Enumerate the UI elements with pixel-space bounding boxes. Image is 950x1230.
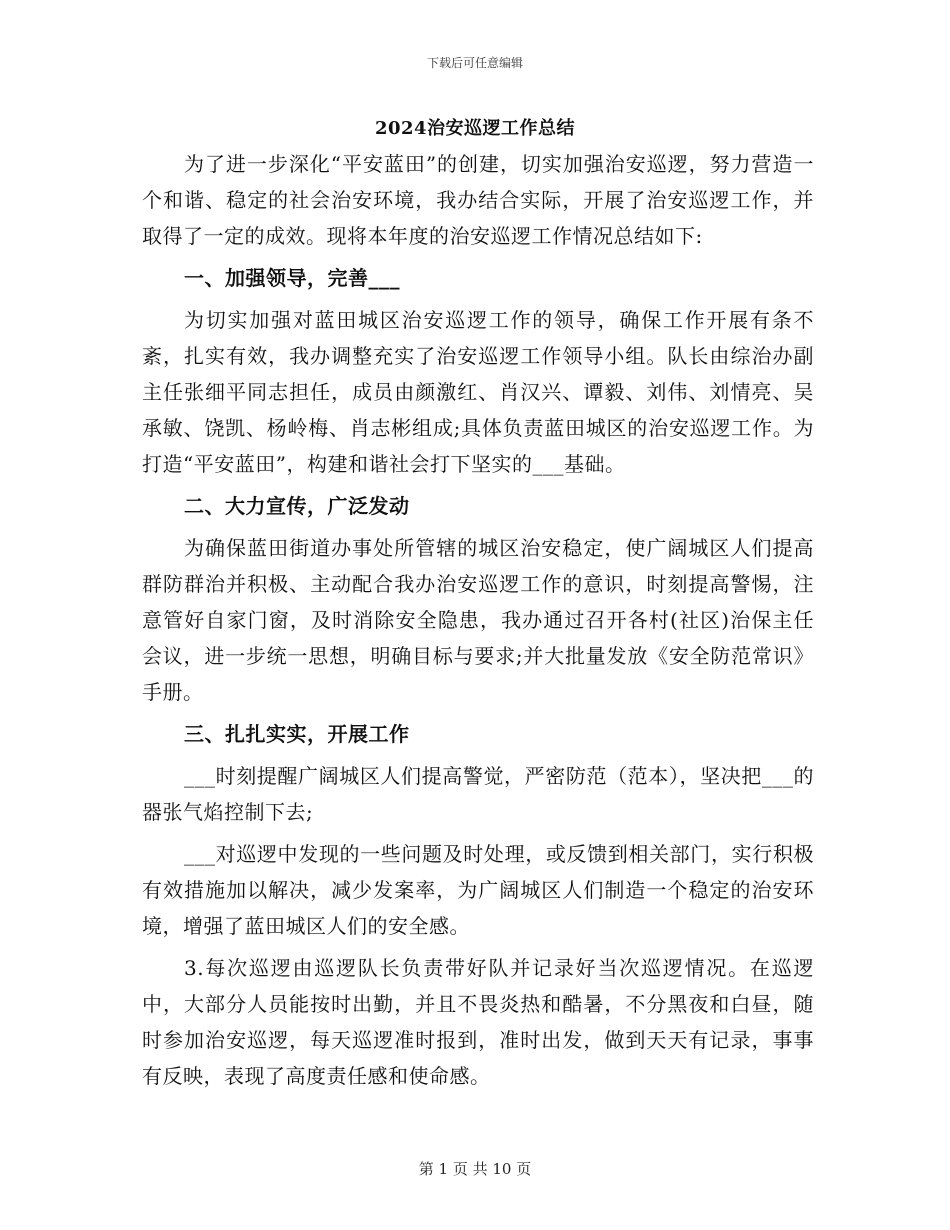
section-heading-1: 一、加强领导，完善___ (184, 266, 400, 290)
section-1-paragraph: 为切实加强对蓝田城区治安巡逻工作的领导，确保工作开展有条不紊，扎实有效，我办调整充实了治安巡逻工作领导小组。队长由综治办副主任张细平同志担任，成员由颜激红、肖汉兴、谭毅、刘伟、刘情亮、吴承敏、饶凯、杨岭梅、肖志彬组成;具体负责蓝田城区的治安巡逻工作。为打造“平安蓝田”，构建和谐社会打下坚实的___基础。 (142, 308, 814, 476)
document-body (142, 146, 814, 1100)
section-2-paragraph: 为确保蓝田街道办事处所管辖的城区治安稳定，使广阔城区人们提高群防群治并积极、主动配合我办治安巡逻工作的意识，时刻提高警惕，注意管好自家门窗，及时消除安全隐患，我办通过召开各村(社区)治保主任会议，进一步统一思想，明确目标与要求;并大批量发放《安全防范常识》手册。 (142, 536, 814, 704)
section-3-item-1: ___时刻提醒广阔城区人们提高警觉，严密防范（范本），坚决把___的器张气焰控制下去; (142, 764, 814, 824)
section-heading-3: 三、扎扎实实，开展工作 (184, 722, 410, 746)
section-3-item-2: ___对巡逻中发现的一些问题及时处理，或反馈到相关部门，实行积极有效措施加以解决，减少发案率，为广阔城区人们制造一个稳定的治安环境，增强了蓝田城区人们的安全感。 (142, 842, 814, 938)
section-heading-2: 二、大力宣传，广泛发动 (184, 494, 410, 518)
document-title: 2024治安巡逻工作总结 (374, 118, 576, 139)
section-3-item-3: 3.每次巡逻由巡逻队长负责带好队并记录好当次巡逻情况。在巡逻中，大部分人员能按时出勤，并且不畏炎热和酷暑，不分黑夜和白昼，随时参加治安巡逻，每天巡逻准时报到，准时出发，做到天天有记录，事事有反映，表现了高度责任感和使命感。 (142, 956, 814, 1088)
page-number: 第 1 页 共 10 页 (418, 1160, 532, 1178)
header-note: 下载后可任意编辑 (426, 56, 523, 70)
intro-paragraph: 为了进一步深化“平安蓝田”的创建，切实加强治安巡逻，努力营造一个和谐、稳定的社会治安环境，我办结合实际，开展了治安巡逻工作，并取得了一定的成效。现将本年度的治安巡逻工作情况总结如下: (142, 152, 814, 248)
